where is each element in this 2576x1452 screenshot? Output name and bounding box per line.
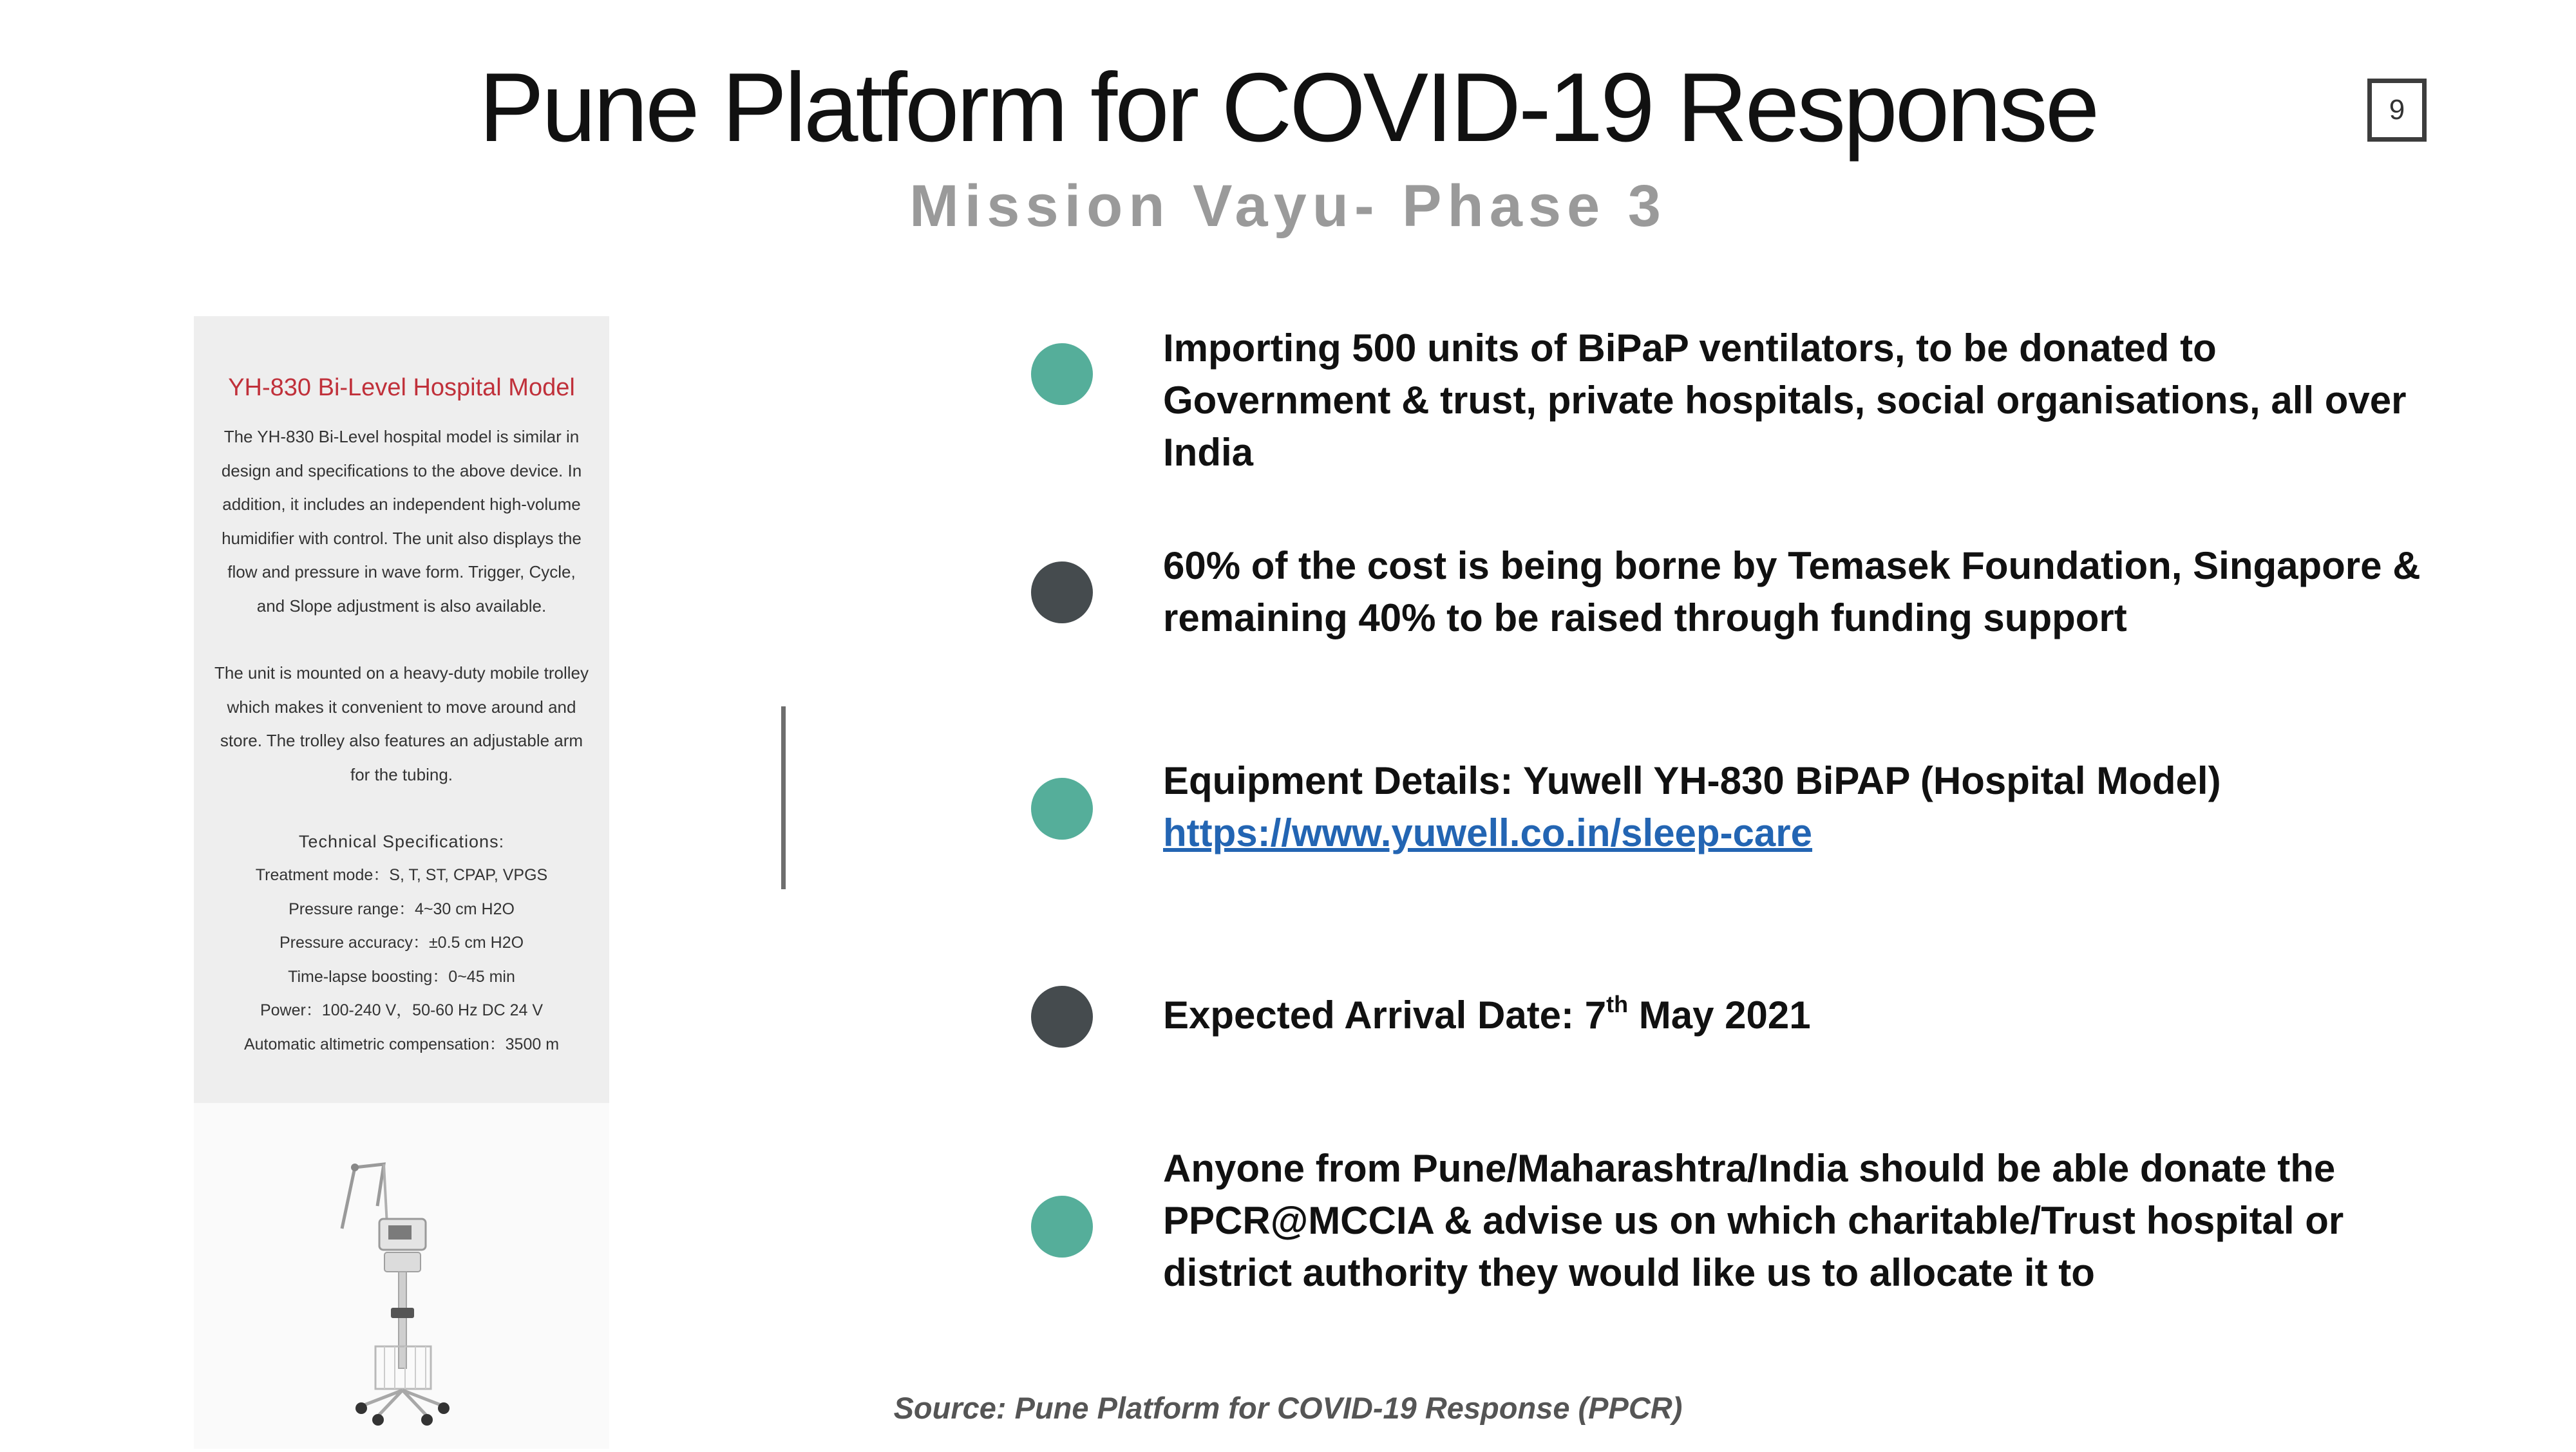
bullet-dot-3 (1031, 778, 1093, 840)
bullet-dot-5 (1031, 1196, 1093, 1258)
bullet-dot-1 (1031, 343, 1093, 405)
product-trolley-description: The unit is mounted on a heavy-duty mobile trolley which makes it convenient to move around and store. The trolley also features an adjustable arm for the tubing. (214, 663, 589, 784)
slide-subtitle: Mission Vayu- Phase 3 (909, 173, 1667, 239)
spec-item: Automatic altimetric compensation：3500 m (243, 1035, 560, 1053)
spec-item: Power：100-240 V，50-60 Hz DC 24 V (260, 1001, 544, 1019)
equipment-details-text: Equipment Details: Yuwell YH-830 BiPAP (Hospital Model) (1163, 759, 2221, 802)
bullet-dot-2 (1031, 561, 1093, 623)
spec-list (213, 858, 590, 1061)
bullet-donation-appeal: Anyone from Pune/Maharashtra/India should be able donate the PPCR@MCCIA & advise us on which charitable/Trust hospital or district authority they would like us to allocate it to (1163, 1147, 2344, 1294)
product-description: The YH-830 Bi-Level hospital model is similar in design and specifications to the above device. In addition, it includes an independent high-volume humidifier with control. The unit also displays the flow and pressure in wave form. Trigger, Cycle, and Slope adjustment is also available. (221, 427, 582, 616)
vertical-divider (781, 706, 786, 889)
page-number: 9 (2367, 79, 2427, 142)
bullet-cost-sharing: 60% of the cost is being borne by Temasek Foundation, Singapore & remaining 40% to be raised through funding support (1163, 544, 2421, 639)
product-card (194, 316, 609, 1103)
bullet-import-ventilators: Importing 500 units of BiPaP ventilators, to be donated to Government & trust, private hospitals, social organisations, all over India (1163, 326, 2407, 474)
arrival-date-ordinal: th (1606, 991, 1629, 1017)
bullet-dot-4 (1031, 986, 1093, 1048)
source-note: Source: Pune Platform for COVID-19 Response (PPCR) (893, 1391, 1683, 1425)
slide-title: Pune Platform for COVID-19 Response (478, 53, 2098, 162)
arrival-date-prefix: Expected Arrival Date: 7 (1163, 994, 1607, 1037)
spec-item: Pressure range：4~30 cm H2O (289, 900, 515, 918)
spec-item: Time-lapse boosting：0~45 min (288, 967, 515, 986)
bullet-equipment-details (1163, 755, 2451, 859)
spec-item: Treatment mode：S, T, ST, CPAP, VPGS (255, 866, 548, 884)
arrival-date-suffix: May 2021 (1628, 994, 1811, 1037)
product-model-title: YH-830 Bi-Level Hospital Model (228, 374, 575, 401)
yuwell-link[interactable]: https://www.yuwell.co.in/sleep-care (1163, 811, 1813, 854)
spec-item: Pressure accuracy：±0.5 cm H2O (279, 934, 524, 952)
spec-heading: Technical Specifications: (298, 832, 505, 851)
bullet-arrival-date (1163, 989, 2451, 1041)
